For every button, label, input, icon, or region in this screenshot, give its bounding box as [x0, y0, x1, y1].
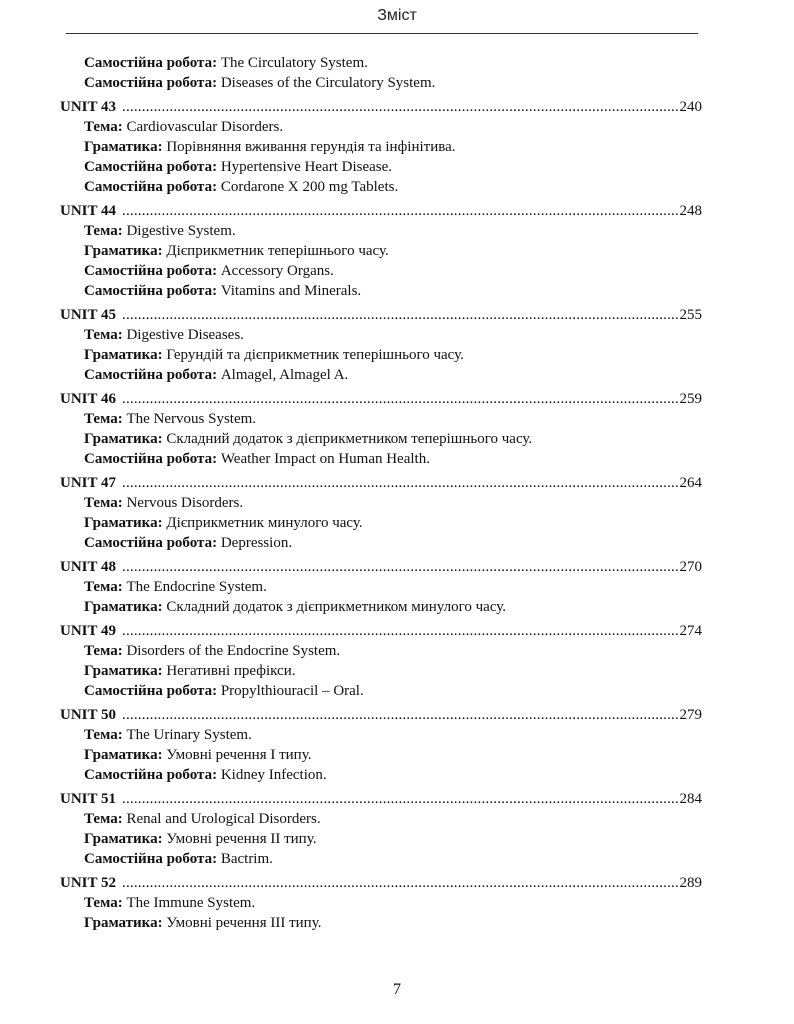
entry-label: Самостійна робота:	[84, 451, 218, 467]
entry-label: Граматика:	[84, 599, 163, 615]
dot-leader	[122, 621, 679, 641]
entry-text: Weather Impact on Human Health.	[220, 451, 430, 467]
entry-text: The Nervous System.	[126, 411, 257, 427]
entry-label: Тема:	[84, 495, 123, 511]
entry-label: Самостійна робота:	[84, 367, 218, 383]
toc-entry-topic	[60, 221, 702, 241]
entry-text: Порівняння вживання герундія та інфінітива.	[166, 139, 456, 155]
entry-text: Digestive System.	[126, 223, 236, 239]
toc-unit-row	[60, 705, 702, 725]
entry-text: Hypertensive Heart Disease.	[220, 159, 393, 175]
unit-page-number: 284	[679, 791, 702, 807]
unit-page-number: 274	[679, 623, 702, 639]
toc-unit-row	[60, 97, 702, 117]
dot-leader	[122, 557, 679, 577]
toc-unit-row	[60, 389, 702, 409]
unit-title: UNIT 47	[60, 475, 116, 491]
toc-unit-row	[60, 473, 702, 493]
entry-text: Умовні речення III типу.	[166, 915, 322, 931]
entry-text: Digestive Diseases.	[126, 327, 244, 343]
toc-entry-topic	[60, 325, 702, 345]
toc-entry-grammar	[60, 597, 702, 617]
entry-text: The Circulatory System.	[220, 55, 368, 71]
entry-text: Renal and Urological Disorders.	[126, 811, 321, 827]
entry-label: Самостійна робота:	[84, 851, 218, 867]
unit-title: UNIT 45	[60, 307, 116, 323]
entry-text: Герундій та дієприкметник теперішнього часу.	[166, 347, 464, 363]
entry-label: Самостійна робота:	[84, 263, 218, 279]
toc-entry-self-study	[60, 281, 702, 301]
toc-entry-grammar	[60, 137, 702, 157]
entry-label: Самостійна робота:	[84, 767, 218, 783]
entry-label: Самостійна робота:	[84, 683, 218, 699]
entry-label: Тема:	[84, 327, 123, 343]
dot-leader	[122, 789, 679, 809]
toc-entry-self-study	[60, 157, 702, 177]
unit-page-number: 289	[679, 875, 702, 891]
entry-label: Граматика:	[84, 915, 163, 931]
entry-text: Accessory Organs.	[220, 263, 334, 279]
entry-label: Граматика:	[84, 431, 163, 447]
entry-text: Diseases of the Circulatory System.	[220, 75, 436, 91]
toc-entry-topic	[60, 577, 702, 597]
entry-text: Умовні речення I типу.	[166, 747, 312, 763]
running-header: Зміст	[377, 7, 417, 24]
toc-unit-row	[60, 873, 702, 893]
entry-label: Тема:	[84, 223, 123, 239]
entry-text: Негативні префікси.	[166, 663, 296, 679]
toc-entry-self-study	[60, 365, 702, 385]
unit-title: UNIT 51	[60, 791, 116, 807]
entry-label: Самостійна робота:	[84, 55, 218, 71]
toc-unit-row	[60, 557, 702, 577]
toc-entry-grammar	[60, 241, 702, 261]
entry-text: Cordarone X 200 mg Tablets.	[220, 179, 399, 195]
toc-entry-topic	[60, 641, 702, 661]
unit-page-number: 255	[679, 307, 702, 323]
unit-title: UNIT 46	[60, 391, 116, 407]
toc-entry-topic	[60, 725, 702, 745]
entry-label: Тема:	[84, 579, 123, 595]
entry-text: The Urinary System.	[126, 727, 252, 743]
unit-title: UNIT 49	[60, 623, 116, 639]
dot-leader	[122, 201, 679, 221]
entry-text: Disorders of the Endocrine System.	[126, 643, 341, 659]
dot-leader	[122, 873, 679, 893]
toc-unit-row	[60, 789, 702, 809]
dot-leader	[122, 473, 679, 493]
toc-unit-row	[60, 201, 702, 221]
table-of-contents	[60, 53, 702, 933]
entry-text: The Endocrine System.	[126, 579, 267, 595]
entry-text: The Immune System.	[126, 895, 256, 911]
entry-text: Складний додаток з дієприкметником теперішнього часу.	[166, 431, 533, 447]
dot-leader	[122, 705, 679, 725]
toc-entry-topic	[60, 809, 702, 829]
entry-label: Самостійна робота:	[84, 535, 218, 551]
unit-page-number: 279	[679, 707, 702, 723]
entry-label: Тема:	[84, 727, 123, 743]
unit-page-number: 270	[679, 559, 702, 575]
entry-label: Граматика:	[84, 243, 163, 259]
toc-entry-grammar	[60, 513, 702, 533]
toc-entry-self-study	[60, 681, 702, 701]
toc-entry-self-study	[60, 73, 702, 93]
dot-leader	[122, 389, 679, 409]
unit-title: UNIT 48	[60, 559, 116, 575]
entry-text: Умовні речення II типу.	[166, 831, 317, 847]
unit-page-number: 259	[679, 391, 702, 407]
toc-entry-grammar	[60, 661, 702, 681]
toc-entry-topic	[60, 117, 702, 137]
toc-entry-self-study	[60, 261, 702, 281]
entry-label: Самостійна робота:	[84, 283, 218, 299]
entry-label: Тема:	[84, 411, 123, 427]
toc-entry-topic	[60, 493, 702, 513]
dot-leader	[122, 305, 679, 325]
entry-label: Самостійна робота:	[84, 159, 218, 175]
entry-text: Depression.	[220, 535, 293, 551]
toc-unit-row	[60, 621, 702, 641]
entry-label: Граматика:	[84, 515, 163, 531]
entry-text: Дієприкметник теперішнього часу.	[166, 243, 389, 259]
toc-entry-self-study	[60, 533, 702, 553]
unit-title: UNIT 43	[60, 99, 116, 115]
entry-label: Тема:	[84, 643, 123, 659]
unit-page-number: 240	[679, 99, 702, 115]
entry-text: Складний додаток з дієприкметником минулого часу.	[166, 599, 507, 615]
toc-entry-self-study	[60, 849, 702, 869]
toc-entry-grammar	[60, 345, 702, 365]
toc-entry-topic	[60, 893, 702, 913]
toc-entry-self-study	[60, 177, 702, 197]
toc-entry-grammar	[60, 913, 702, 933]
entry-label: Граматика:	[84, 663, 163, 679]
entry-label: Граматика:	[84, 347, 163, 363]
entry-text: Vitamins and Minerals.	[220, 283, 362, 299]
entry-text: Kidney Infection.	[220, 767, 327, 783]
entry-label: Граматика:	[84, 747, 163, 763]
toc-entry-grammar	[60, 745, 702, 765]
toc-entry-self-study	[60, 765, 702, 785]
toc-unit-row	[60, 305, 702, 325]
entry-label: Тема:	[84, 119, 123, 135]
unit-page-number: 248	[679, 203, 702, 219]
unit-page-number: 264	[679, 475, 702, 491]
entry-text: Nervous Disorders.	[126, 495, 244, 511]
entry-label: Самостійна робота:	[84, 179, 218, 195]
entry-label: Тема:	[84, 811, 123, 827]
entry-label: Тема:	[84, 895, 123, 911]
entry-label: Самостійна робота:	[84, 75, 218, 91]
entry-text: Дієприкметник минулого часу.	[166, 515, 363, 531]
unit-title: UNIT 50	[60, 707, 116, 723]
toc-entry-self-study	[60, 53, 702, 73]
header-divider	[66, 33, 698, 34]
toc-entry-grammar	[60, 429, 702, 449]
entry-text: Cardiovascular Disorders.	[126, 119, 284, 135]
unit-title: UNIT 44	[60, 203, 116, 219]
entry-label: Граматика:	[84, 831, 163, 847]
unit-title: UNIT 52	[60, 875, 116, 891]
page-number: 7	[393, 981, 401, 998]
entry-text: Almagel, Almagel A.	[220, 367, 349, 383]
entry-text: Bactrim.	[220, 851, 273, 867]
entry-label: Граматика:	[84, 139, 163, 155]
dot-leader	[122, 97, 679, 117]
toc-entry-topic	[60, 409, 702, 429]
toc-entry-self-study	[60, 449, 702, 469]
entry-text: Propylthiouracil – Oral.	[220, 683, 364, 699]
toc-entry-grammar	[60, 829, 702, 849]
